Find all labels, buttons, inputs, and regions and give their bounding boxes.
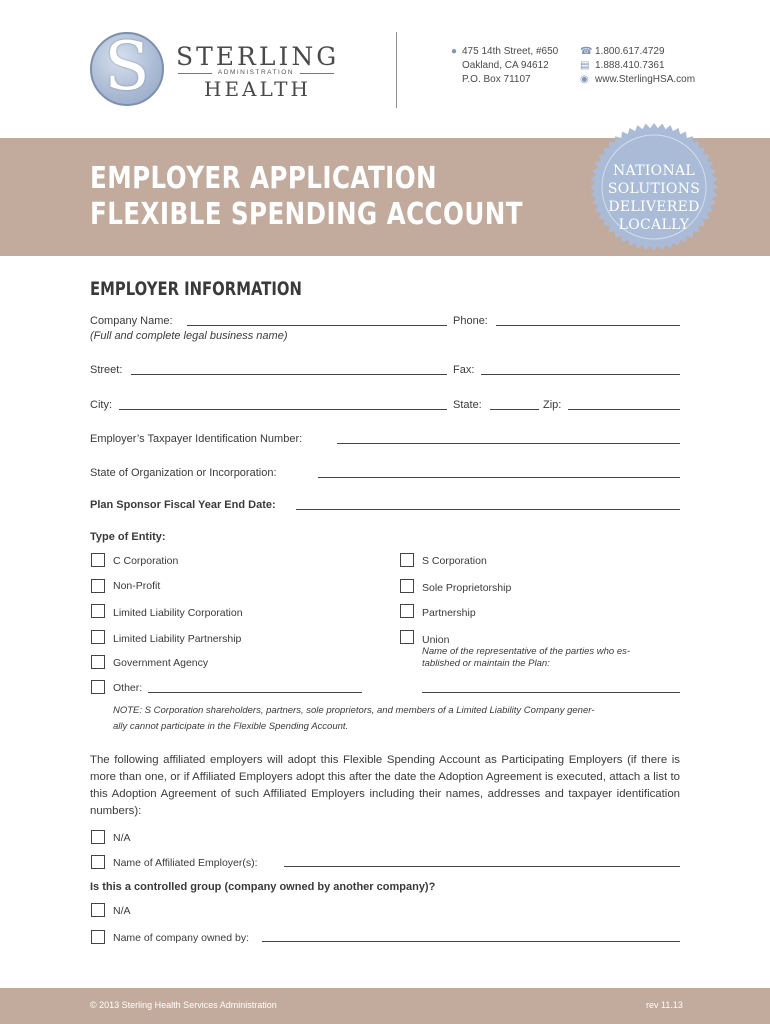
fax-field[interactable] (481, 374, 680, 375)
phone-number: 1.800.617.4729 (595, 46, 665, 57)
government-checkbox[interactable] (91, 655, 105, 669)
non-profit-label: Non-Profit (113, 580, 161, 592)
badge-text (589, 162, 719, 234)
logo-letter: S (104, 28, 150, 105)
logo-health: HEALTH (204, 77, 311, 101)
union-note-line-2: tablished or maintain the Plan: (422, 658, 550, 669)
company-name-note: (Full and complete legal business name) (90, 330, 288, 342)
logo-sterling: STERLING (176, 42, 340, 71)
controlled-na-label: N/A (113, 905, 131, 917)
badge-line-1: NATIONAL (613, 163, 695, 179)
s-corp-checkbox[interactable] (400, 553, 414, 567)
state-label: State: (453, 399, 482, 411)
zip-field[interactable] (568, 409, 680, 410)
other-field[interactable] (148, 692, 362, 693)
location-pin-icon: ● (451, 46, 458, 57)
affiliated-name-field[interactable] (284, 866, 680, 867)
badge-line-2: SOLUTIONS (607, 181, 701, 197)
fax-label: Fax: (453, 364, 475, 376)
title-line-1: EMPLOYER APPLICATION (90, 161, 438, 196)
c-corp-label: C Corporation (113, 555, 179, 567)
affiliated-name-label: Name of Affiliated Employer(s): (113, 857, 258, 869)
llp-checkbox[interactable] (91, 630, 105, 644)
street-field[interactable] (131, 374, 447, 375)
fax-number: 1.888.410.7361 (595, 60, 665, 71)
owned-by-label: Name of company owned by: (113, 932, 249, 944)
tin-field[interactable] (337, 443, 680, 444)
state-org-label: State of Organization or Incorporation: (90, 467, 277, 479)
owned-by-checkbox[interactable] (91, 930, 105, 944)
affiliated-name-checkbox[interactable] (91, 855, 105, 869)
globe-icon: ◉ (580, 74, 589, 85)
sole-prop-checkbox[interactable] (400, 579, 414, 593)
tin-label: Employer’s Taxpayer Identification Number: (90, 433, 303, 445)
zip-label: Zip: (543, 399, 562, 411)
title-line-2: FLEXIBLE SPENDING ACCOUNT (90, 197, 523, 232)
non-profit-checkbox[interactable] (91, 579, 105, 593)
badge-line-3: DELIVERED (608, 199, 700, 215)
partnership-checkbox[interactable] (400, 604, 414, 618)
affiliated-na-label: N/A (113, 832, 131, 844)
street-label: Street: (90, 364, 123, 376)
llc-label: Limited Liability Corporation (113, 607, 243, 619)
partnership-label: Partnership (422, 607, 476, 619)
other-checkbox[interactable] (91, 680, 105, 694)
phone-icon: ☎ (580, 46, 593, 57)
footer-copyright: © 2013 Sterling Health Services Administration (90, 1000, 277, 1010)
union-label: Union (422, 634, 450, 646)
controlled-group-question: Is this a controlled group (company owned by another company)? (90, 881, 436, 893)
logo-administration: ADMINISTRATION (178, 69, 334, 76)
llc-checkbox[interactable] (91, 604, 105, 618)
footer-revision: rev 11.13 (646, 1000, 683, 1010)
state-field[interactable] (490, 409, 539, 410)
other-label: Other: (113, 682, 143, 694)
llp-label: Limited Liability Partnership (113, 633, 242, 645)
company-name-label: Company Name: (90, 315, 173, 327)
government-label: Government Agency (113, 657, 209, 669)
fiscal-year-field[interactable] (296, 509, 680, 510)
controlled-na-checkbox[interactable] (91, 903, 105, 917)
badge-line-4: LOCALLY (618, 217, 690, 233)
affiliated-paragraph: The following affiliated employers will adopt this Flexible Spending Account as Participating Employers (if there is more than one, or if Affiliated Employers adopt this after the date the Adoption Agreement is executed, attach a list to this Adoption Agreement of such Affiliated Employers including their names, addresses and taxpayer identification numbers): (90, 754, 680, 817)
city-field[interactable] (119, 409, 447, 410)
state-org-field[interactable] (318, 477, 680, 478)
sole-prop-label: Sole Proprietorship (422, 582, 512, 594)
entity-note-line-2: ally cannot participate in the Flexible Spending Account. (113, 721, 349, 732)
entity-type-title: Type of Entity: (90, 531, 166, 543)
union-checkbox[interactable] (400, 630, 414, 644)
union-representative-field[interactable] (422, 692, 680, 693)
address-line-2: Oakland, CA 94612 (462, 60, 549, 71)
phone-field[interactable] (496, 325, 680, 326)
entity-note-line-1: NOTE: S Corporation shareholders, partners, sole proprietors, and members of a Limited Liability Company gener- (113, 705, 595, 716)
owned-by-field[interactable] (262, 941, 680, 942)
fiscal-year-label: Plan Sponsor Fiscal Year End Date: (90, 499, 276, 511)
fax-icon: ▤ (580, 60, 590, 71)
affiliated-na-checkbox[interactable] (91, 830, 105, 844)
section-title: EMPLOYER INFORMATION (90, 278, 302, 300)
union-note-line-1: Name of the representative of the parties who es- (422, 646, 631, 657)
phone-label: Phone: (453, 315, 488, 327)
address-line-1: 475 14th Street, #650 (462, 46, 559, 57)
s-corp-label: S Corporation (422, 555, 487, 567)
header-divider (396, 32, 397, 108)
city-label: City: (90, 399, 112, 411)
c-corp-checkbox[interactable] (91, 553, 105, 567)
website-link[interactable]: www.SterlingHSA.com (595, 74, 696, 85)
company-name-field[interactable] (187, 325, 447, 326)
address-line-3: P.O. Box 71107 (462, 74, 531, 85)
